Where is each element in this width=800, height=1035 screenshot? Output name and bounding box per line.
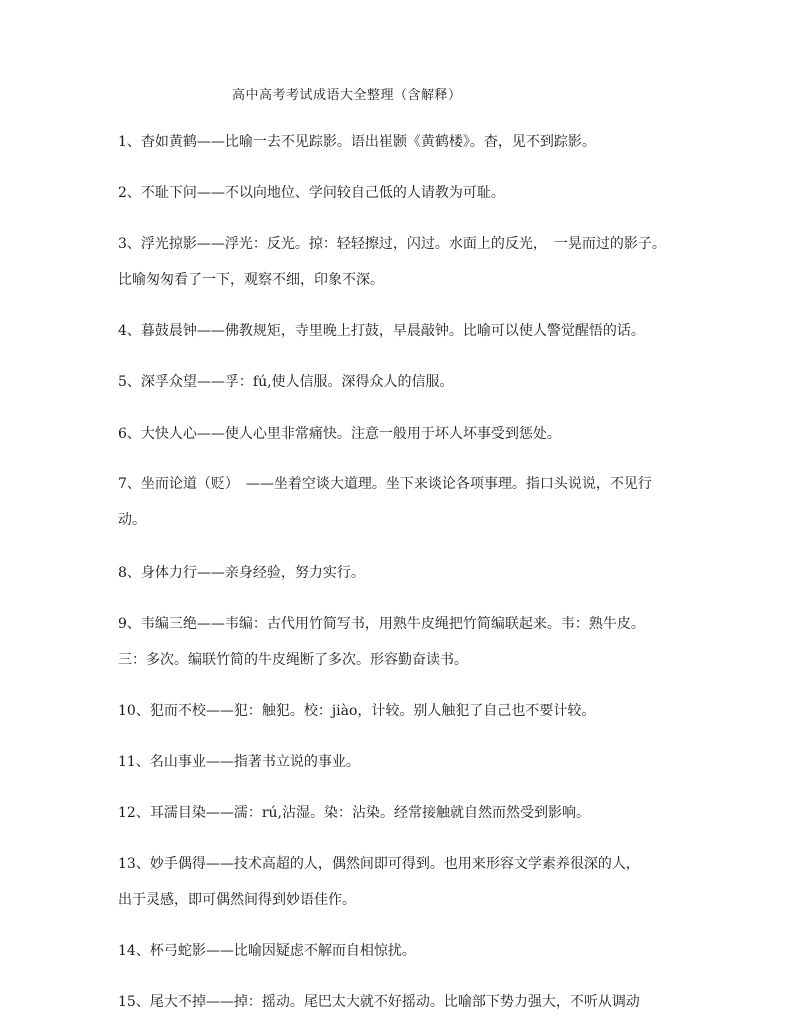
idiom-entry <box>118 364 718 400</box>
entry-line: 6、大快人心——使人心里非常痛快。注意一般用于坏人坏事受到惩处。 <box>118 426 561 442</box>
document-title: 高中高考考试成语大全整理（含解释） <box>232 88 462 103</box>
entry-line: 出于灵感，即可偶然间得到妙语佳作。 <box>118 892 356 908</box>
idiom-entry <box>118 466 718 538</box>
entry-line: 14、杯弓蛇影——比喻因疑虑不解而自相惊扰。 <box>118 943 416 959</box>
entry-line: 15、尾大不掉——掉：摇动。尾巴太大就不好摇动。比喻部下势力强大，不听从调动 <box>118 994 640 1010</box>
idiom-entry <box>118 933 718 969</box>
entry-line: 4、暮鼓晨钟——佛教规矩，寺里晚上打鼓，早晨敲钟。比喻可以使人警觉醒悟的话。 <box>118 323 645 339</box>
idiom-entry <box>118 416 718 452</box>
idiom-entry <box>118 795 718 831</box>
entry-line: 13、妙手偶得——技术高超的人，偶然间即可得到。也用来形容文学素养很深的人， <box>118 856 640 872</box>
entry-line: 7、坐而论道（贬） ——坐着空谈大道理。坐下来谈论各项事理。指口头说说，不见行 <box>118 476 652 492</box>
entry-line: 8、身体力行——亲身经验，努力实行。 <box>118 565 365 581</box>
idiom-entry <box>118 124 718 160</box>
idiom-entry <box>118 846 718 918</box>
entry-line: 动。 <box>118 512 146 528</box>
idiom-entry <box>118 606 718 678</box>
entry-line: 5、深孚众望——孚：fú,使人信服。深得众人的信服。 <box>118 374 454 390</box>
idiom-entry <box>118 313 718 349</box>
entry-line: 12、耳濡目染——濡：rú,沾湿。染：沾染。经常接触就自然而然受到影响。 <box>118 805 590 821</box>
entry-line: 2、不耻下问——不以向地位、学问较自己低的人请教为可耻。 <box>118 185 505 201</box>
entry-line: 3、浮光掠影——浮光：反光。掠：轻轻擦过，闪过。水面上的反光， 一晃而过的影子。 <box>118 236 666 252</box>
idiom-entry <box>118 555 718 591</box>
entry-line: 11、名山事业——指著书立说的事业。 <box>118 754 360 770</box>
entry-line: 三：多次。编联竹简的牛皮绳断了多次。形容勤奋读书。 <box>118 652 468 668</box>
entry-line: 1、杳如黄鹤——比喻一去不见踪影。语出崔颢《黄鹤楼》。杳，见不到踪影。 <box>118 134 596 150</box>
idiom-entry <box>118 175 718 211</box>
idiom-entry <box>118 226 718 298</box>
idiom-entry <box>118 984 718 1020</box>
idiom-entry <box>118 693 718 729</box>
entry-line: 比喻匆匆看了一下，观察不细，印象不深。 <box>118 272 384 288</box>
entry-line: 9、韦编三绝——韦编：古代用竹简写书，用熟牛皮绳把竹简编联起来。韦：熟牛皮。 <box>118 616 645 632</box>
entry-line: 10、犯而不校——犯：触犯。校：jiào，计较。别人触犯了自己也不要计较。 <box>118 703 596 719</box>
idiom-entry <box>118 744 718 780</box>
